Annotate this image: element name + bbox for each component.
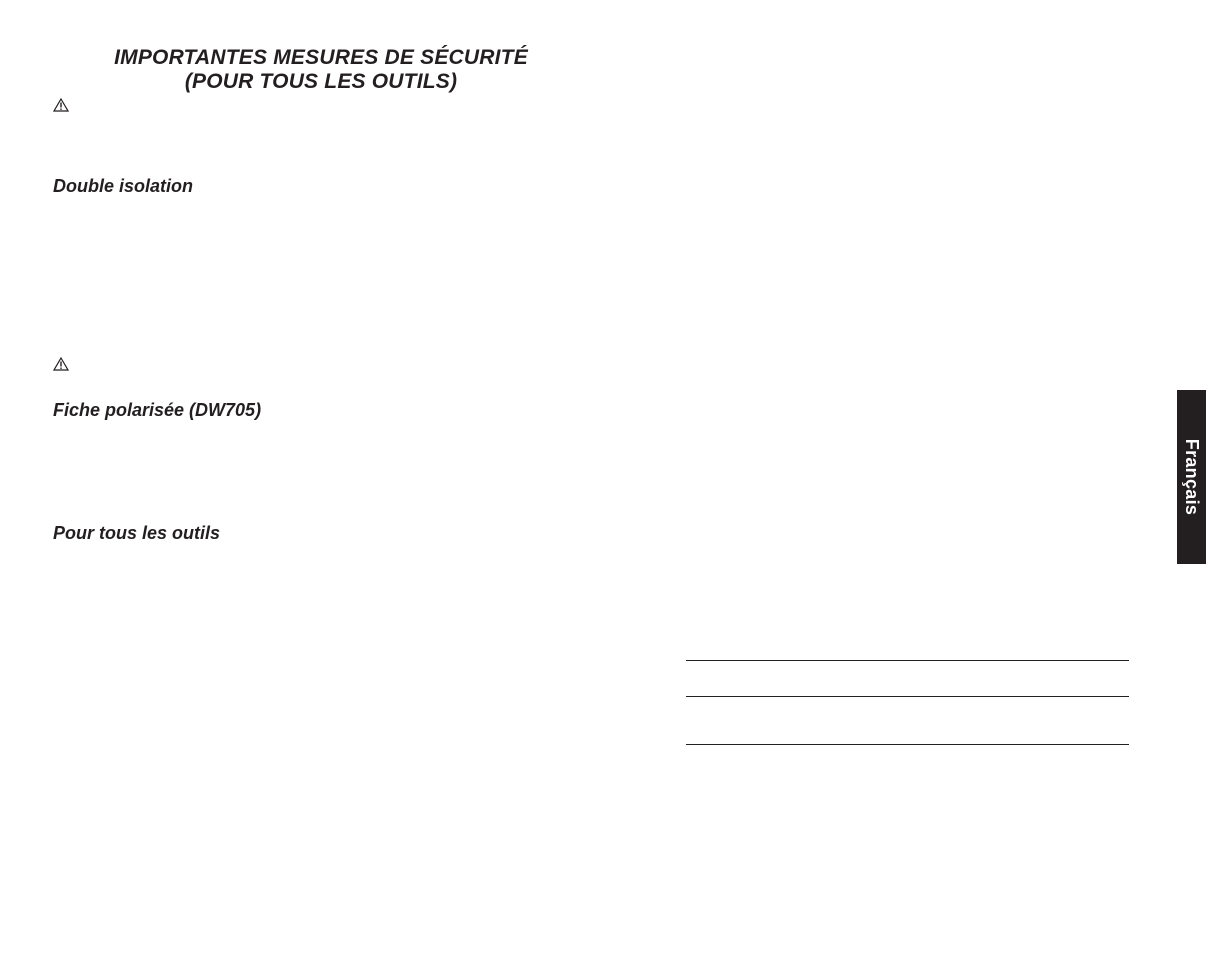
language-tab-label: Français	[1181, 438, 1202, 516]
language-tab	[1177, 390, 1206, 564]
section-heading-pour-tous-les-outils: Pour tous les outils	[53, 523, 221, 543]
page-title-line-2: (POUR TOUS LES OUTILS)	[184, 70, 458, 93]
horizontal-rule-1	[686, 660, 1129, 661]
warning-triangle-icon	[53, 98, 69, 112]
page-title	[54, 46, 588, 94]
section-heading-double-isolation: Double isolation	[53, 176, 194, 196]
section-heading-fiche-polarisee: Fiche polarisée (DW705)	[53, 400, 262, 420]
page-title-line-1: IMPORTANTES MESURES DE SÉCURITÉ	[114, 46, 528, 69]
horizontal-rule-3	[686, 744, 1129, 745]
horizontal-rule-2	[686, 696, 1129, 697]
warning-triangle-icon	[53, 357, 69, 371]
